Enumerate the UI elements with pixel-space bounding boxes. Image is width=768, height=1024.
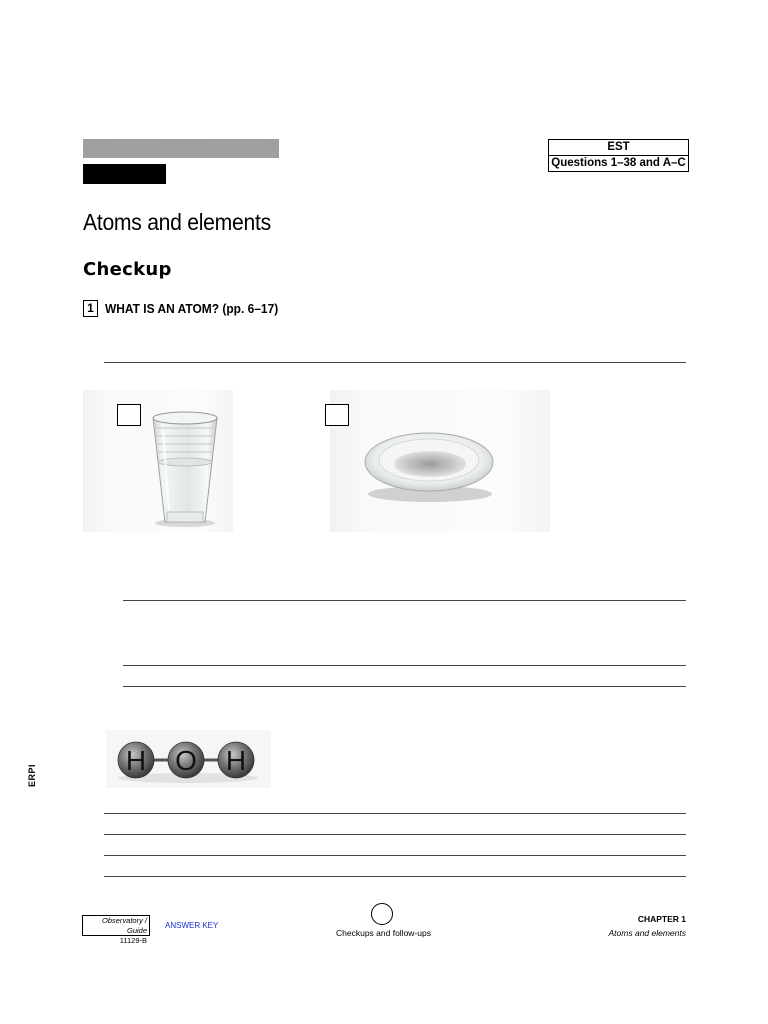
atom-label: H <box>125 745 147 776</box>
answer-line[interactable] <box>123 665 686 666</box>
redacted-header-bar <box>83 139 279 158</box>
publisher-side-label: ERPI <box>27 763 37 787</box>
answer-line[interactable] <box>123 600 686 601</box>
answer-line[interactable] <box>104 362 686 363</box>
answer-line[interactable] <box>123 686 686 687</box>
book-title: Observatory / Guide <box>101 916 147 935</box>
questions-range: Questions 1–38 and A–C <box>549 155 688 171</box>
level-box <box>548 139 689 172</box>
answer-key-label: ANSWER KEY <box>165 921 219 930</box>
water-molecule-model <box>106 730 271 788</box>
chapter-title: Atoms and elements <box>608 928 686 938</box>
level-label: EST <box>607 141 630 153</box>
footer-section-name: Checkups and follow-ups <box>336 928 431 938</box>
atom-label: O <box>175 745 197 776</box>
atom-label: H <box>225 745 247 776</box>
answer-line[interactable] <box>104 876 686 877</box>
footer-book-box <box>82 915 150 945</box>
book-code: 11129-B <box>119 936 147 945</box>
answer-line[interactable] <box>104 855 686 856</box>
checkbox-salt[interactable] <box>325 404 349 426</box>
chapter-label: CHAPTER 1 <box>637 914 686 924</box>
answer-line[interactable] <box>104 834 686 835</box>
answer-line[interactable] <box>104 813 686 814</box>
question-number: 1 <box>83 300 98 317</box>
water-molecule-diagram <box>106 730 271 788</box>
water-glass-image <box>83 390 233 532</box>
glass-of-water-icon <box>83 390 233 532</box>
redacted-name-bar <box>83 164 166 184</box>
page-number-circle <box>371 903 393 925</box>
section-heading: Checkup <box>83 259 172 280</box>
checkbox-water[interactable] <box>117 404 141 426</box>
page-title: Atoms and elements <box>83 209 271 235</box>
dish-of-salt-icon <box>330 390 550 532</box>
question-heading: WHAT IS AN ATOM? (pp. 6–17) <box>105 301 279 316</box>
salt-dish-image <box>330 390 550 532</box>
